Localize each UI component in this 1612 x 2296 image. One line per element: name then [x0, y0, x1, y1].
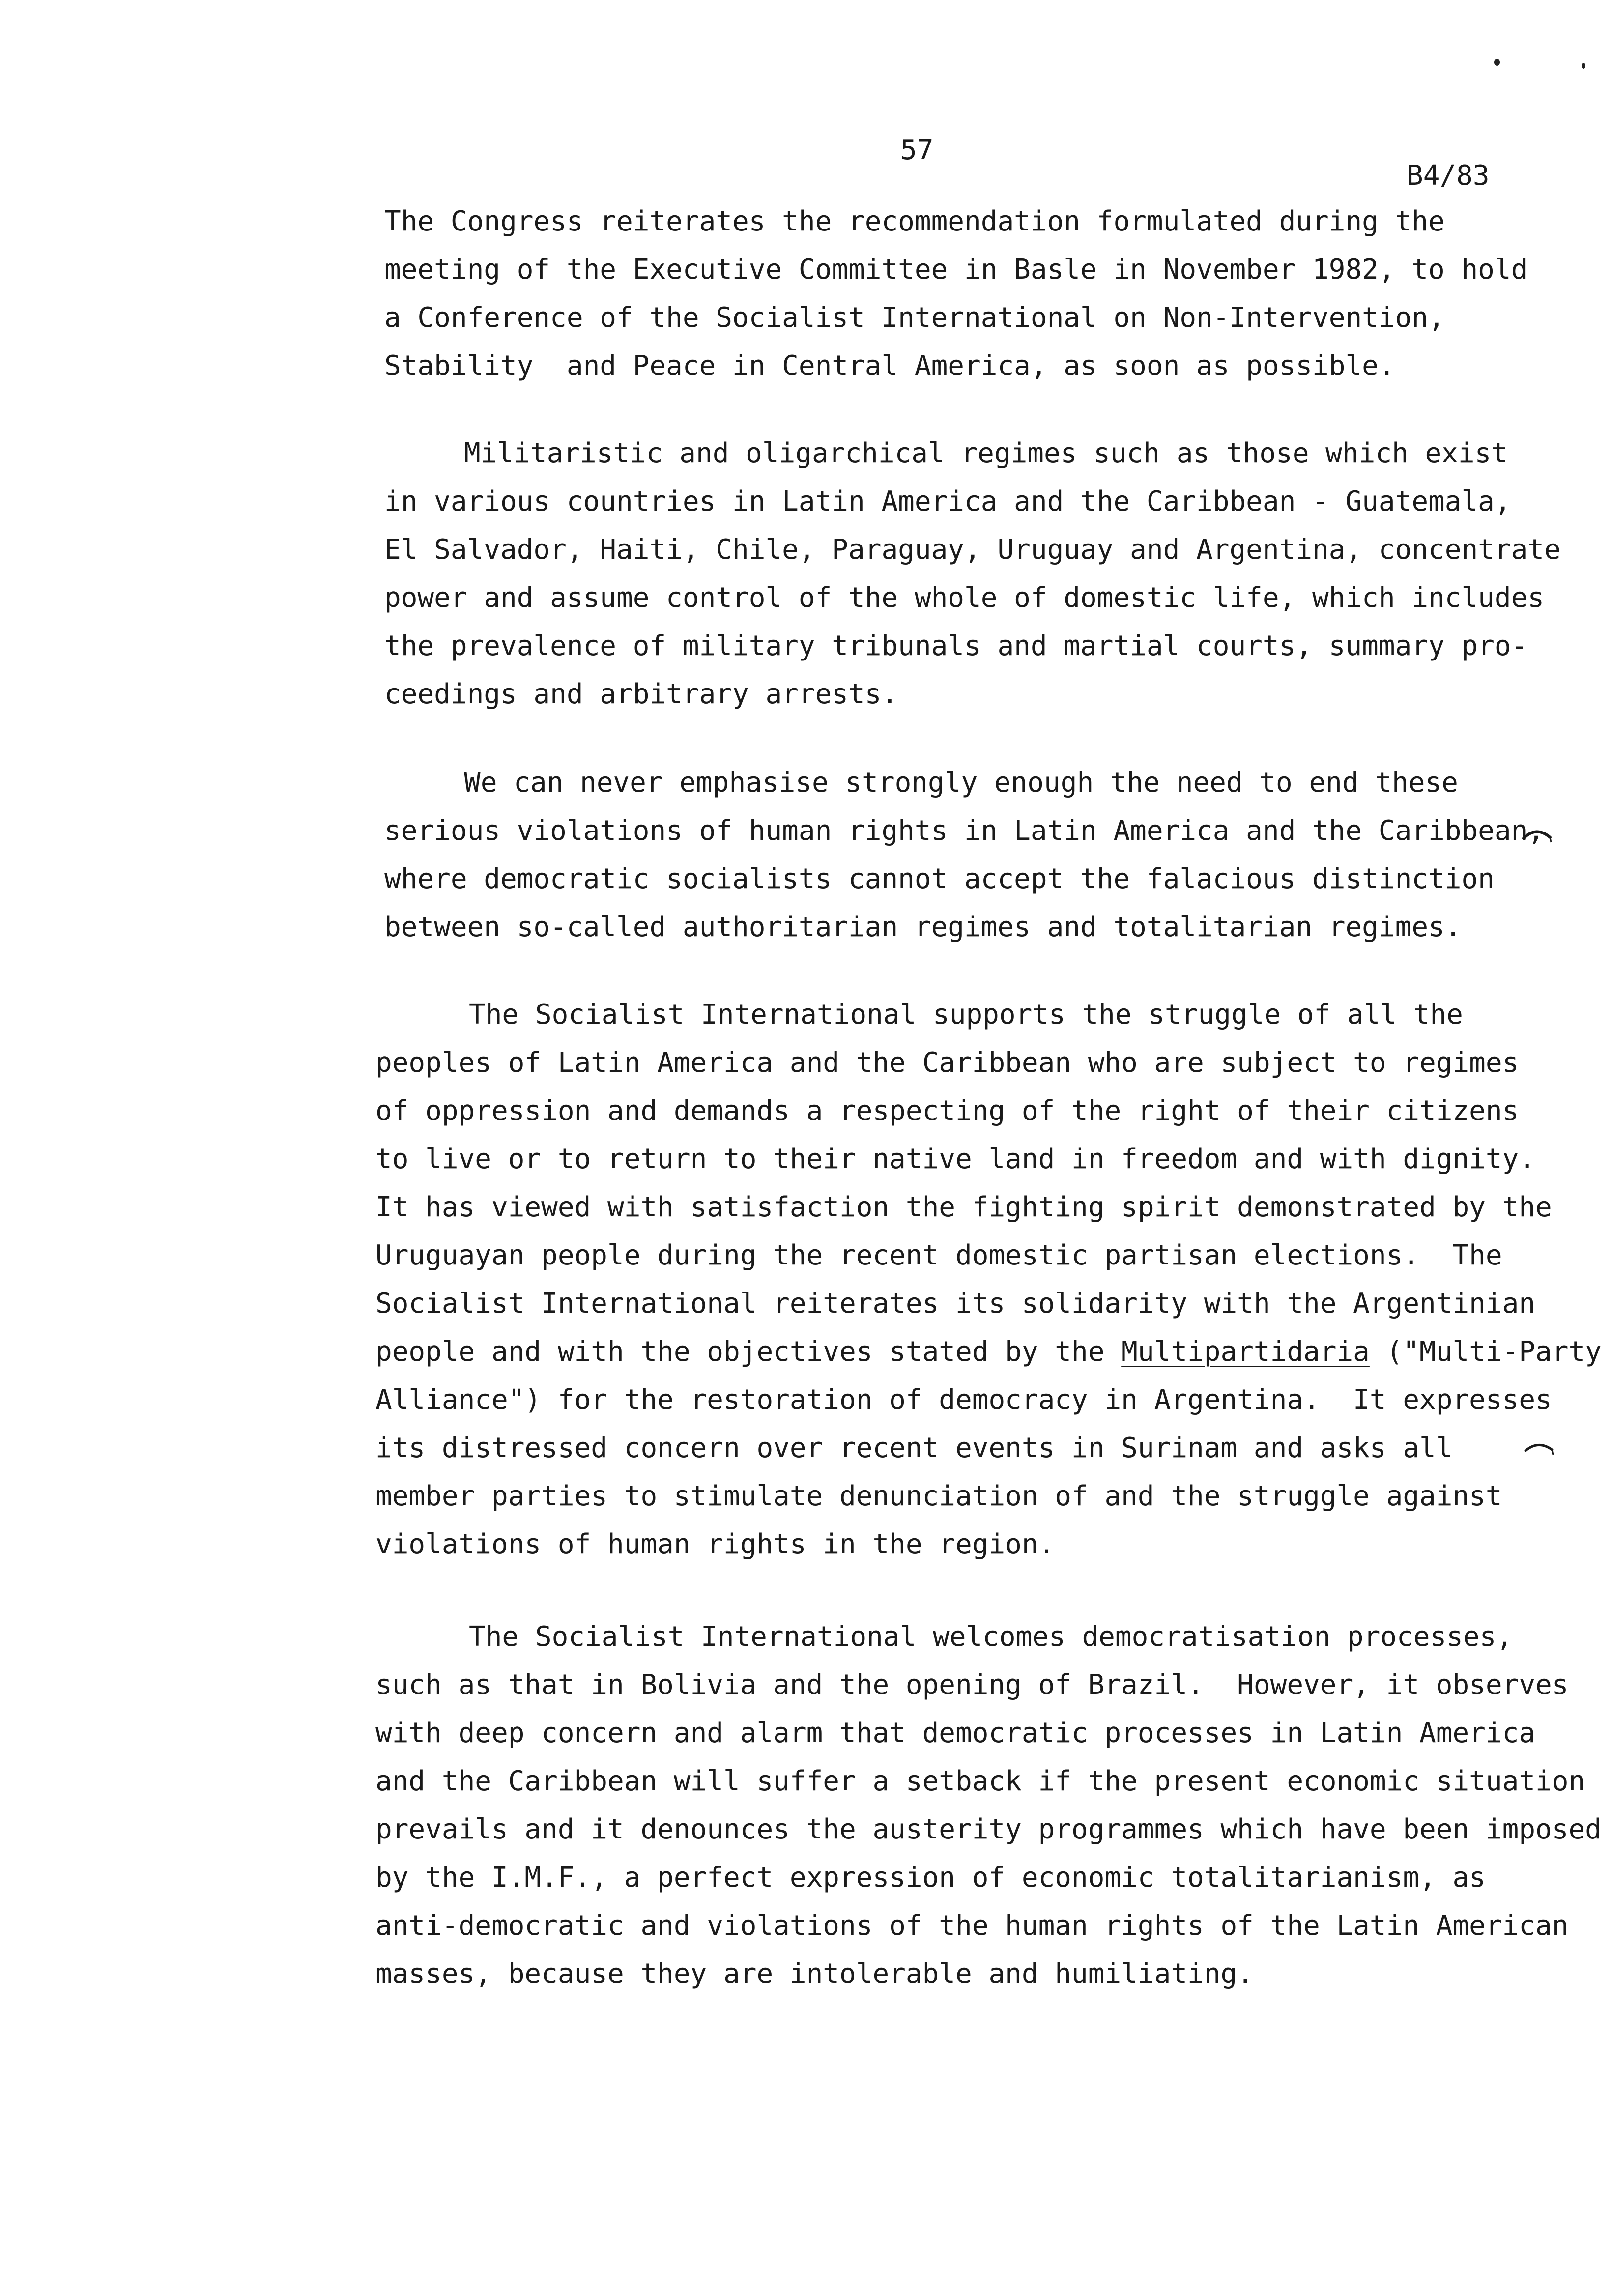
text-line: anti-democratic and violations of the human rights of the Latin American [375, 1910, 1569, 1942]
text-fragment: people and with the objectives stated by the [375, 1336, 1122, 1368]
text-line: member parties to stimulate denunciation of and the struggle against [375, 1480, 1502, 1512]
text-line: peoples of Latin America and the Caribbean who are subject to regimes [375, 1047, 1519, 1079]
paragraph-latin-america-struggle [375, 991, 1602, 1569]
text-line: Militaristic and oligarchical regimes such as those which exist [464, 437, 1508, 469]
text-line: masses, because they are intolerable and humiliating. [375, 1958, 1254, 1990]
paragraph-democratisation [375, 1613, 1602, 1998]
paragraph-militaristic-regimes [384, 430, 1561, 718]
margin-bracket-mark [1522, 824, 1553, 843]
page-number: 57 [900, 134, 934, 166]
text-line: violations of human rights in the region. [375, 1528, 1055, 1560]
text-line: with deep concern and alarm that democratic processes in Latin America [375, 1717, 1536, 1749]
text-line: Stability and Peace in Central America, as soon as possible. [384, 350, 1395, 382]
text-line-multipartidaria [375, 1328, 1602, 1376]
scan-speck [1494, 59, 1500, 66]
text-line: its distressed concern over recent events in Surinam and asks all [375, 1432, 1453, 1464]
text-line: and the Caribbean will suffer a setback if the present economic situation [375, 1765, 1585, 1797]
text-line: Alliance") for the restoration of democracy in Argentina. It expresses [375, 1384, 1552, 1416]
text-fragment: ("Multi-Party [1369, 1336, 1602, 1368]
paragraph-human-rights-violations [384, 759, 1544, 951]
text-line: such as that in Bolivia and the opening of Brazil. However, it observes [375, 1669, 1569, 1701]
text-line: El Salvador, Haiti, Chile, Paraguay, Uruguay and Argentina, concentrate [384, 534, 1561, 566]
text-line: We can never emphasise strongly enough the need to end these [464, 767, 1458, 799]
multipartidaria-term: Multipartidaria [1121, 1336, 1370, 1368]
text-line: It has viewed with satisfaction the fighting spirit demonstrated by the [375, 1191, 1552, 1223]
text-line: serious violations of human rights in Latin America and the Caribbean, [384, 815, 1545, 847]
text-line: prevails and it denounces the austerity programmes which have been imposed [375, 1813, 1602, 1845]
text-line: between so-called authoritarian regimes and totalitarian regimes. [384, 911, 1462, 943]
text-line: ceedings and arbitrary arrests. [384, 678, 898, 710]
margin-bracket-mark [1524, 1437, 1555, 1457]
scan-speck [1582, 63, 1585, 69]
text-line: The Socialist International welcomes democratisation processes, [469, 1621, 1513, 1653]
text-line: The Congress reiterates the recommendation formulated during the [384, 205, 1445, 237]
text-line: in various countries in Latin America and the Caribbean - Guatemala, [384, 486, 1511, 517]
document-reference: B4/83 [1407, 160, 1490, 192]
text-line: where democratic socialists cannot accept the falacious distinction [384, 863, 1495, 895]
text-line: the prevalence of military tribunals and martial courts, summary pro- [384, 630, 1528, 662]
text-line: meeting of the Executive Committee in Basle in November 1982, to hold [384, 254, 1528, 286]
text-line: of oppression and demands a respecting of the right of their citizens [375, 1095, 1519, 1127]
text-line: Socialist International reiterates its solidarity with the Argentinian [375, 1288, 1536, 1320]
paragraph-congress-recommendation [384, 198, 1527, 390]
text-line: power and assume control of the whole of domestic life, which includes [384, 582, 1545, 614]
text-line: The Socialist International supports the struggle of all the [469, 999, 1463, 1031]
text-line: a Conference of the Socialist International on Non-Intervention, [384, 302, 1445, 334]
text-line: by the I.M.F., a perfect expression of economic totalitarianism, as [375, 1862, 1486, 1894]
text-line: Uruguayan people during the recent domestic partisan elections. The [375, 1239, 1502, 1271]
text-line: to live or to return to their native land in freedom and with dignity. [375, 1143, 1536, 1175]
